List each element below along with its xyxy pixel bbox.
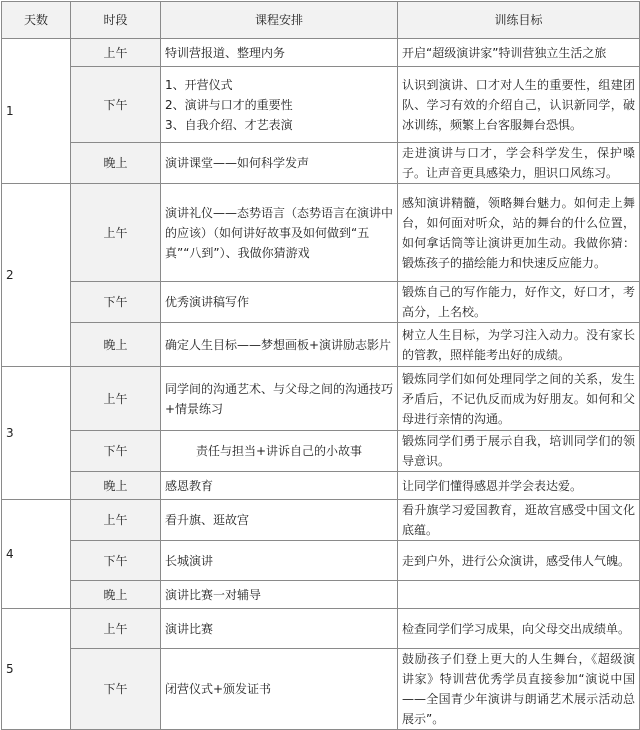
course-cell — [161, 323, 398, 367]
period-cell: 上午 — [71, 500, 161, 541]
day-cell: 4 — [2, 500, 71, 609]
period-cell: 晚上 — [71, 143, 161, 184]
day-cell: 1 — [2, 39, 71, 184]
table-row — [2, 67, 640, 143]
table-row — [2, 541, 640, 581]
course-line: 优秀演讲稿写作 — [165, 295, 250, 309]
period-cell: 下午 — [71, 649, 161, 730]
table-row — [2, 282, 640, 323]
course-cell — [161, 143, 398, 184]
period-cell: 上午 — [71, 39, 161, 67]
table-row — [2, 39, 640, 67]
goal-cell — [398, 581, 640, 609]
header-row — [2, 2, 640, 39]
goal-cell: 树立人生目标，为学习注入动力。没有家长的管教，照样能考出好的成绩。 — [398, 323, 640, 367]
table-row — [2, 367, 640, 431]
course-line: 特训营报道、整理内务 — [165, 45, 286, 60]
course-cell — [161, 472, 398, 500]
table-row — [2, 609, 640, 649]
course-line: 2、演讲与口才的重要性 — [165, 97, 293, 112]
table-row — [2, 143, 640, 184]
goal-cell: 锻炼同学们如何处理同学之间的关系，发生矛盾后，不记仇反而成为好朋友。如何和父母进行亲情的沟通。 — [398, 367, 640, 431]
table-row — [2, 581, 640, 609]
course-cell — [161, 39, 398, 67]
period-cell: 上午 — [71, 367, 161, 431]
course-cell — [161, 431, 398, 472]
course-line: 感恩教育 — [165, 478, 214, 493]
course-line: 确定人生目标——梦想画板+演讲励志影片 — [165, 337, 392, 352]
course-line: 演讲比赛一对辅导 — [165, 587, 262, 602]
header-period: 时段 — [71, 2, 161, 39]
goal-cell: 看升旗学习爱国教育，逛故宫感受中国文化底蕴。 — [398, 500, 640, 541]
header-course: 课程安排 — [161, 2, 398, 39]
day-cell: 2 — [2, 184, 71, 367]
period-cell: 晚上 — [71, 472, 161, 500]
header-day: 天数 — [2, 2, 71, 39]
course-cell — [161, 67, 398, 143]
day-cell: 3 — [2, 367, 71, 500]
course-line: 同学间的沟通艺术、与父母之间的沟通技巧+情景练习 — [165, 381, 394, 416]
table-row — [2, 431, 640, 472]
goal-cell: 锻炼同学们勇于展示自我，培训同学们的领导意识。 — [398, 431, 640, 472]
course-line: 长城演讲 — [165, 553, 214, 568]
period-cell: 下午 — [71, 67, 161, 143]
course-cell — [161, 282, 398, 323]
course-line: 演讲比赛 — [165, 621, 214, 636]
table-row — [2, 184, 640, 282]
course-cell — [161, 541, 398, 581]
schedule-table — [1, 1, 640, 730]
header-goal: 训练目标 — [398, 2, 640, 39]
goal-cell: 走进演讲与口才，学会科学发生，保护嗓子。让声音更具感染力，胆识口风练习。 — [398, 143, 640, 184]
course-cell — [161, 184, 398, 282]
period-cell: 上午 — [71, 609, 161, 649]
table-row — [2, 323, 640, 367]
course-line: 责任与担当+讲诉自己的小故事 — [195, 444, 363, 458]
table-row — [2, 472, 640, 500]
goal-cell: 检查同学们学习成果，向父母交出成绩单。 — [398, 609, 640, 649]
period-cell: 下午 — [71, 431, 161, 472]
course-line: 3、自我介绍、才艺表演 — [165, 117, 293, 132]
goal-cell: 鼓励孩子们登上更大的人生舞台，《超级演讲家》特训营优秀学员直接参加“演说中国——全国青少年演讲与朗诵艺术展示活动总展示”。 — [398, 649, 640, 730]
course-cell — [161, 581, 398, 609]
period-cell: 下午 — [71, 282, 161, 323]
goal-cell: 让同学们懂得感恩并学会表达爱。 — [398, 472, 640, 500]
period-cell: 晚上 — [71, 323, 161, 367]
table-row — [2, 500, 640, 541]
goal-cell: 锻炼自己的写作能力，好作文，好口才，考高分，上名校。 — [398, 282, 640, 323]
course-line: 演讲课堂——如何科学发声 — [165, 156, 310, 170]
goal-cell: 走到户外，进行公众演讲，感受伟人气魄。 — [398, 541, 640, 581]
course-cell — [161, 500, 398, 541]
goal-cell: 认识到演讲、口才对人生的重要性，组建团队、学习有效的介绍自己，认识新同学，破冰训练，频繁上台客服舞台恐惧。 — [398, 67, 640, 143]
period-cell: 晚上 — [71, 581, 161, 609]
course-line: 看升旗、逛故宫 — [165, 513, 250, 527]
course-cell — [161, 609, 398, 649]
course-cell — [161, 367, 398, 431]
day-cell: 5 — [2, 609, 71, 730]
course-cell — [161, 649, 398, 730]
course-line: 1、开营仪式 — [165, 77, 233, 92]
goal-cell: 开启“超级演讲家”特训营独立生活之旅 — [398, 39, 640, 67]
goal-cell: 感知演讲精髓，领略舞台魅力。如何走上舞台，如何面对听众，站的舞台的什么位置，如何拿话筒等让演讲更加生动。我做你猜：锻炼孩子的描绘能力和快速反应能力。 — [398, 184, 640, 282]
period-cell: 上午 — [71, 184, 161, 282]
course-line: 闭营仪式+颁发证书 — [165, 682, 272, 696]
table-row — [2, 649, 640, 730]
period-cell: 下午 — [71, 541, 161, 581]
course-line: 演讲礼仪——态势语言（态势语言在演讲中的应该）（如何讲好故事及如何做到“五真”“八到”）、我做你猜游戏 — [165, 205, 394, 260]
